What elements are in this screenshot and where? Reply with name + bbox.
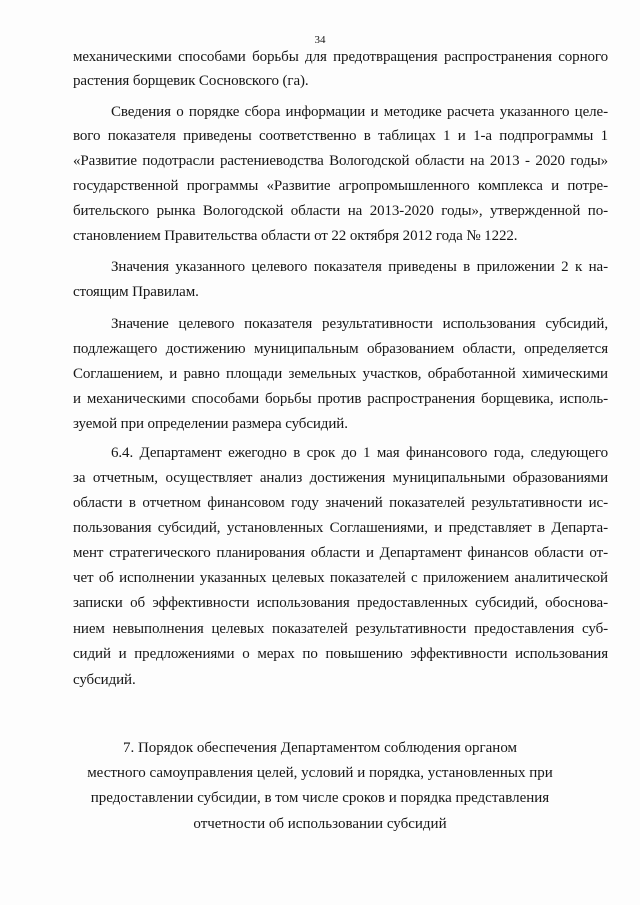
paragraph-line: стоящим Правилам. [73, 284, 199, 300]
paragraph-line: растения борщевик Сосновского (га). [73, 73, 309, 89]
paragraph-line: Значение целевого показателя результативности использования субсидий, [111, 316, 608, 332]
paragraph-line: чет об исполнении указанных целевых показателей с приложением аналитической [73, 570, 608, 586]
paragraph-line: субсидий. [73, 672, 136, 688]
section-heading-line: предоставлении субсидии, в том числе сроков и порядка представления [90, 790, 550, 806]
paragraph-line: вого показателя приведены соответственно в таблицах 1 и 1-а подпрограммы 1 [73, 128, 608, 144]
paragraph-line: становлением Правительства области от 22 октября 2012 года № 1222. [73, 228, 518, 244]
paragraph-line: 6.4. Департамент ежегодно в срок до 1 мая финансового года, следующего [111, 445, 608, 461]
paragraph-line: и механическими способами борьбы против распространения борщевика, исполь- [73, 391, 608, 407]
paragraph-line: механическими способами борьбы для предотвращения распространения сорного [73, 49, 608, 65]
paragraph-line: мент стратегического планирования области и Департамент финансов области от- [73, 545, 608, 561]
paragraph-line: области в отчетном финансовом году значений показателей результативности ис- [73, 495, 608, 511]
paragraph-line: бительского рынка Вологодской области на 2013-2020 годы», утвержденной по- [73, 203, 608, 219]
paragraph-line: «Развитие подотрасли растениеводства Вологодской области на 2013 - 2020 годы» [73, 153, 608, 169]
section-heading-line: 7. Порядок обеспечения Департаментом соблюдения органом [122, 740, 518, 756]
paragraph-line: Значения указанного целевого показателя приведены в приложении 2 к на- [111, 259, 608, 275]
paragraph-line: подлежащего достижению муниципальным образованием области, определяется [73, 341, 608, 357]
paragraph-line: сидий и предложениями о мерах по повышению эффективности использования [73, 646, 608, 662]
paragraph-line: Сведения о порядке сбора информации и методике расчета указанного целе- [111, 104, 608, 120]
paragraph-line: государственной программы «Развитие агропромышленного комплекса и потре- [73, 178, 608, 194]
section-heading-line: местного самоуправления целей, условий и порядка, установленных при [87, 765, 553, 781]
section-heading-line: отчетности об использовании субсидий [193, 816, 447, 832]
paragraph-line: нием невыполнения целевых показателей результативности предоставления суб- [73, 621, 608, 637]
paragraph-line: записки об эффективности использования предоставленных субсидий, обоснова- [73, 595, 608, 611]
page-number: 34 [314, 34, 326, 46]
paragraph-line: пользования субсидий, установленных Соглашениями, и представляет в Департа- [73, 520, 608, 536]
paragraph-line: зуемой при определении размера субсидий. [73, 416, 348, 432]
paragraph-line: Соглашением, и равно площади земельных участков, обработанной химическими [73, 366, 608, 382]
paragraph-line: за отчетным, осуществляет анализ достижения муниципальными образованиями [73, 470, 608, 486]
